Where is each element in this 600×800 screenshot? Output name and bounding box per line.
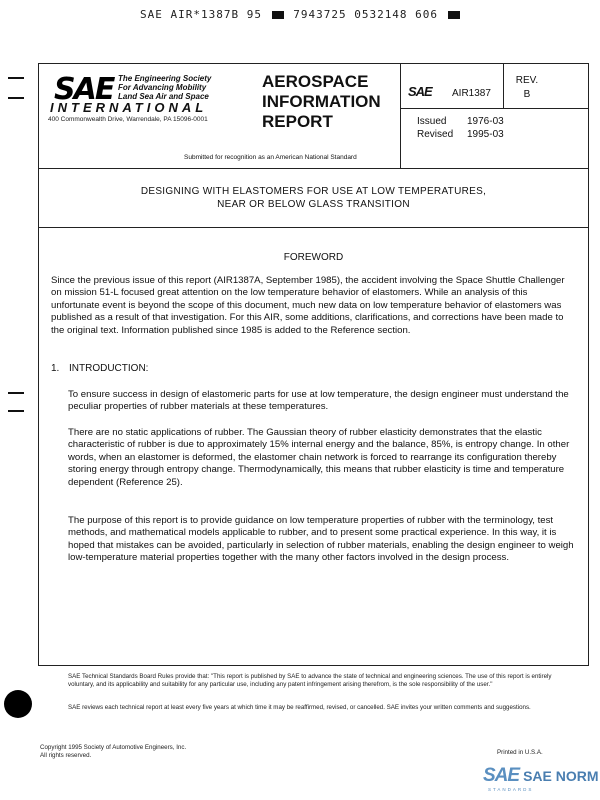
document-title — [40, 185, 587, 211]
revision-block — [512, 74, 542, 102]
copyright-line: All rights reserved. — [40, 752, 92, 759]
scan-block-mark — [448, 11, 460, 19]
rev-value: B — [523, 89, 531, 100]
title-line: NEAR OR BELOW GLASS TRANSITION — [217, 199, 410, 210]
submitted-note: Submitted for recognition as an American National Standard — [184, 154, 357, 161]
intro-paragraph: The purpose of this report is to provide guidance on low temperature properties of rubber with the terminology, test methods, and mathematical models applicable to rubber, and to present some practical experience. In this way, it is hoped that mistakes can be avoided, particularly in selection of rubber materials, enabling the design engineer to weigh low-temperature material properties together with the many other factors involved in the design process. — [68, 515, 574, 564]
tagline-line: For Advancing Mobility — [118, 83, 207, 92]
section-title: INTRODUCTION: — [69, 363, 149, 374]
tagline-line: Land Sea Air and Space — [118, 92, 209, 101]
title-line: DESIGNING WITH ELASTOMERS FOR USE AT LOW TEMPERATURES, — [140, 186, 487, 197]
tagline-line: The Engineering Society — [118, 74, 212, 83]
org-address: 400 Commonwealth Drive, Warrendale, PA 15096-0001 — [48, 116, 208, 123]
sae-small-logo: SAE — [408, 84, 432, 99]
header-column-divider — [400, 63, 401, 169]
intro-paragraph: To ensure success in design of elastomeric parts for use at low temperature, the design engineer must understand the peculiar properties of rubber materials at these temperatures. — [68, 389, 569, 413]
international-wordmark: INTERNATIONAL — [50, 100, 208, 115]
date-divider — [400, 108, 589, 109]
punch-hole — [4, 690, 32, 718]
section-heading — [51, 363, 148, 374]
revised-label: Revised — [417, 129, 454, 140]
document-dates — [417, 115, 504, 141]
rev-label: REV. — [515, 75, 539, 86]
report-type-line: INFORMATION — [262, 92, 381, 111]
document-number: AIR1387 — [452, 88, 491, 99]
binder-mark — [8, 392, 24, 394]
section-number: 1. — [51, 363, 60, 374]
foreword-heading: FOREWORD — [283, 252, 344, 263]
sae-norm-watermark — [483, 765, 599, 787]
scan-code-right: 7943725 0532148 606 — [293, 8, 439, 21]
rev-column-divider — [503, 63, 504, 108]
foreword-paragraph: Since the previous issue of this report (AIR1387A, September 1985), the accident involving the Space Shuttle Challenger on mission 51-L focused great attention on the low temperature behavior of elastomers. While an analysis of this unfortunate event is beyond the scope of this document, much new data on low temperature behavior of elastomers was published as a result of that investigation. For this AIR, some additions, clarifications, and corrections have been made to the original text. Information published since 1985 is added to the Reference section. — [51, 275, 565, 336]
watermark-logo: SAE — [483, 765, 520, 786]
report-type-line: REPORT — [262, 112, 333, 131]
copyright-line: Copyright 1995 Society of Automotive Engineers, Inc. — [40, 744, 187, 751]
header-divider — [38, 168, 589, 169]
copyright — [40, 744, 300, 760]
scan-block-mark — [272, 11, 284, 19]
binder-mark — [8, 410, 24, 412]
org-tagline — [118, 74, 211, 101]
issued-label: Issued — [417, 116, 447, 127]
rules-notice: SAE Technical Standards Board Rules provide that: "This report is published by SAE to advance the state of technical and engineering sciences. The use of this report is entirely voluntary, and its applicability and suitability for any particular use, including any patent infringement arising therefrom, is the sole responsibility of the user." — [68, 673, 552, 688]
revised-date: 1995-03 — [467, 129, 504, 140]
binder-mark — [8, 77, 24, 79]
sae-logo: SAE — [54, 72, 114, 107]
title-divider — [38, 227, 589, 228]
scan-code-left: SAE AIR*1387B 95 — [140, 8, 262, 21]
watermark-name: SAE NORM — [523, 768, 599, 784]
review-notice: SAE reviews each technical report at least every five years at which time it may be reaffirmed, revised, or cancelled. SAE invites your written comments and suggestions. — [68, 704, 531, 711]
scan-header-code — [140, 8, 462, 21]
intro-paragraph: There are no static applications of rubber. The Gaussian theory of rubber elasticity demonstrates that the elastic characteristic of rubber is due to approximately 15% internal energy and the balance, 85%, is entropy change. In other words, when an elastomer is deformed, the elastomer chain network is forced to rearrange its configuration thereby storing energy through entropy change. Thermodynamically, this means that rubber elasticity is time and temperature dependent (Reference 25). — [68, 427, 570, 488]
watermark-tagline: STANDARDS — [488, 787, 534, 792]
report-type — [262, 72, 381, 132]
issued-date: 1976-03 — [467, 116, 504, 127]
binder-mark — [8, 97, 24, 99]
printed-in: Printed in U.S.A. — [497, 749, 543, 756]
report-type-line: AEROSPACE — [262, 72, 369, 91]
